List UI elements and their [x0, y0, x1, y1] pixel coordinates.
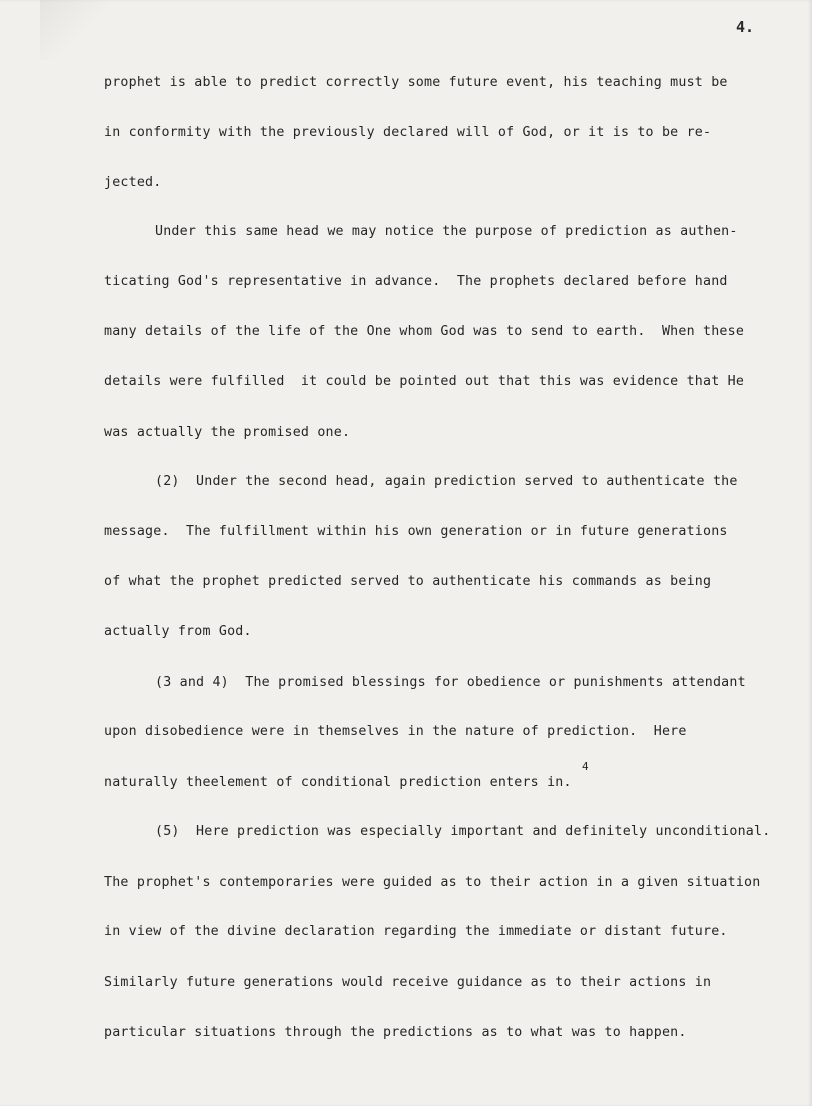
text-line: jected. [104, 175, 162, 190]
footnote-marker: 4 [582, 760, 589, 773]
text-line: many details of the life of the One whom God was to send to earth. When these [104, 324, 745, 339]
page-fold-shadow [40, 0, 110, 60]
text-line: ticating God's representative in advance. The prophets declared before hand [104, 274, 728, 289]
page-edge [812, 0, 838, 1106]
text-line: details were fulfilled it could be pointed out that this was evidence that He [104, 374, 745, 389]
text-line: (2) Under the second head, again prediction served to authenticate the [155, 474, 738, 489]
text-line: Similarly future generations would receive guidance as to their actions in [104, 975, 712, 990]
text-line: upon disobedience were in themselves in the nature of prediction. Here [104, 724, 687, 739]
text-line: of what the prophet predicted served to authenticate his commands as being [104, 574, 712, 589]
page-number: 4. [736, 18, 755, 36]
text-line: message. The fulfillment within his own generation or in future generations [104, 524, 728, 539]
text-line: actually from God. [104, 624, 252, 639]
text-line: in view of the divine declaration regarding the immediate or distant future. [104, 924, 728, 939]
text-line: was actually the promised one. [104, 425, 351, 440]
text-line: The prophet's contemporaries were guided as to their action in a given situation [104, 875, 761, 890]
text-line: prophet is able to predict correctly some future event, his teaching must be [104, 75, 728, 90]
text-line: particular situations through the predictions as to what was to happen. [104, 1025, 687, 1040]
text-line: Under this same head we may notice the purpose of prediction as authen- [155, 224, 738, 239]
text-line: naturally theelement of conditional prediction enters in. [104, 775, 572, 790]
text-line: (5) Here prediction was especially important and definitely unconditional. [155, 824, 771, 839]
text-line: (3 and 4) The promised blessings for obedience or punishments attendant [155, 675, 746, 690]
text-line: in conformity with the previously declared will of God, or it is to be re- [104, 125, 712, 140]
